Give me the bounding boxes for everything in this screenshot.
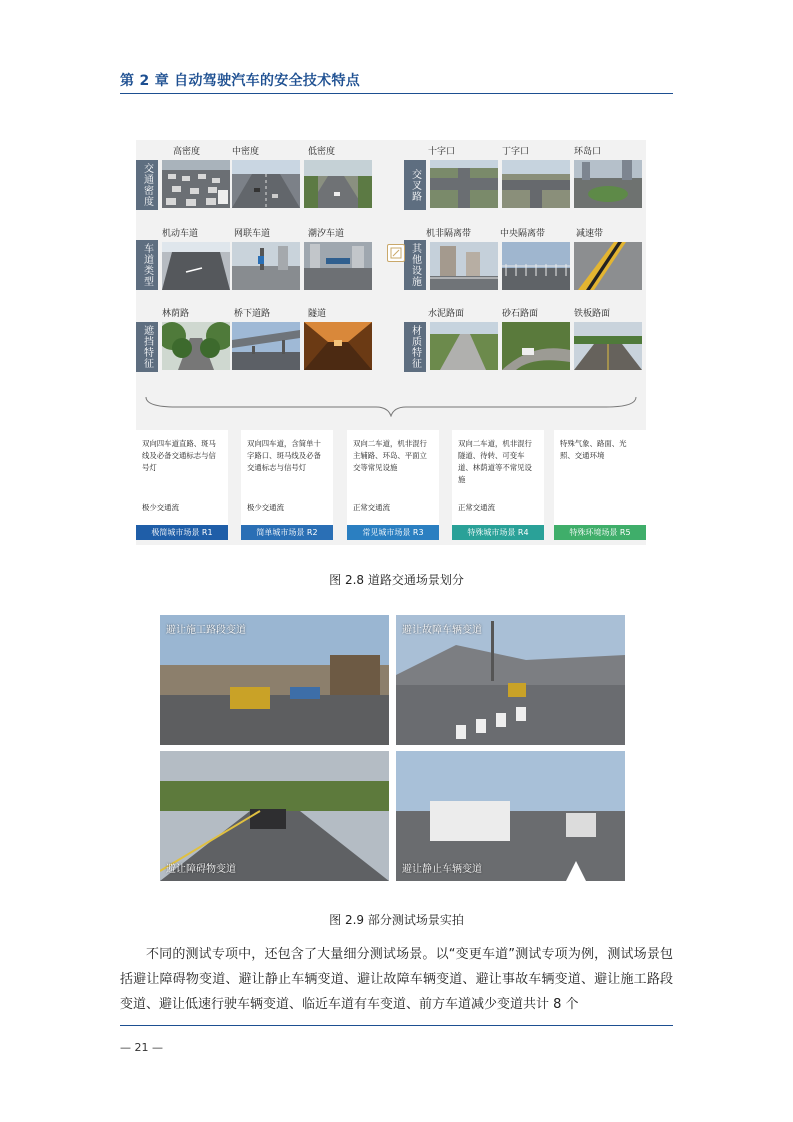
thumb-caption: 中密度 [232, 147, 260, 157]
photo-gravel-road [502, 322, 570, 370]
thumb-caption: 林荫路 [162, 309, 190, 319]
photo-label: 避让静止车辆变道 [402, 864, 482, 875]
scene-card-r3 [347, 430, 439, 540]
thumb-caption: 环岛口 [574, 147, 602, 157]
scene-traffic-flow: 正常交通流 [458, 503, 495, 512]
photo-tunnel [304, 322, 372, 370]
chapter-header: 第 2 章 自动驾驶汽车的安全技术特点 [120, 73, 361, 89]
group-label-occlusion: 遮挡特征 [136, 322, 158, 372]
footer-rule [120, 1025, 673, 1026]
paragraph-text: 不同的测试专项中，还包含了大量细分测试场景。以“变更车道”测试专项为例，测试场景包括避让障碍物变道、避让静止车辆变道、避让故障车辆变道、避让事故车辆变道、避让施工路段变道、避让低速行驶车辆变道、临近车道有车变道、前方车道减少变道共计 8 个 [120, 947, 673, 1012]
group-label-material: 材质特征 [404, 322, 426, 372]
group-label-intersection: 交叉路 [404, 160, 426, 210]
scene-name: 极简城市场景 R1 [136, 525, 228, 540]
photo-avoid-stationary-vehicle [396, 751, 625, 881]
scene-description: 双向四车道，含简单十字路口、斑马线及必备交通标志与信号灯 [247, 439, 321, 472]
photo-t-junction [502, 160, 570, 208]
thumb-caption: 机动车道 [162, 229, 199, 239]
photo-concrete-road [430, 322, 498, 370]
photo-speed-bump [574, 242, 642, 290]
scene-card-r2 [241, 430, 333, 540]
header-rule [120, 93, 673, 94]
photo-high-density [162, 160, 230, 208]
photo-crossroad [430, 160, 498, 208]
figure-caption-2-8: 图 2.8 道路交通场景划分 [329, 573, 464, 587]
photo-avoid-obstacle [160, 751, 389, 881]
body-paragraph [120, 942, 673, 1017]
photo-label: 避让障碍物变道 [166, 864, 236, 875]
photo-tree-road [162, 322, 230, 370]
thumb-caption: 水泥路面 [428, 309, 465, 319]
group-label-other-facilities: 其他设施 [404, 240, 426, 290]
thumb-caption: 机非隔离带 [426, 229, 472, 239]
page-number: — 21 — [120, 1041, 163, 1054]
scene-description: 双向二车道，机非混行隧道、待转、可变车道、林荫道等不常见设施 [458, 439, 532, 484]
thumb-caption: 隧道 [308, 309, 327, 319]
figure-caption-2-9: 图 2.9 部分测试场景实拍 [329, 913, 464, 927]
scene-description: 特殊气象、路面、光照、交通环境 [560, 439, 627, 460]
figure-test-scene-photos [160, 615, 626, 881]
photo-label: 避让故障车辆变道 [402, 625, 482, 636]
scene-description: 双向二车道，机非混行主辅路、环岛、平面立交等常见设施 [353, 439, 427, 472]
link-icon [387, 244, 405, 262]
grouping-brace [136, 395, 646, 417]
photo-tidal-lane [304, 242, 372, 290]
group-label-traffic-density: 交通密度 [136, 160, 158, 210]
photo-avoid-broken-vehicle [396, 615, 625, 745]
photo-avoid-construction [160, 615, 389, 745]
scene-traffic-flow: 极少交通流 [247, 503, 284, 512]
photo-steel-plate-road [574, 322, 642, 370]
thumb-caption: 丁字口 [502, 147, 530, 157]
scene-name: 特殊环境场景 R5 [554, 525, 646, 540]
scene-card-r4 [452, 430, 544, 540]
scene-description: 双向四车道直路、斑马线及必备交通标志与信号灯 [142, 439, 216, 472]
group-label-lane-type: 车道类型 [136, 240, 158, 290]
thumb-caption: 铁板路面 [574, 309, 611, 319]
thumb-caption: 网联车道 [234, 229, 271, 239]
figure-road-scene-classification [136, 140, 646, 545]
photo-label: 避让施工路段变道 [166, 625, 246, 636]
photo-central-barrier [502, 242, 570, 290]
thumb-caption: 中央隔离带 [500, 229, 546, 239]
scene-card-r1 [136, 430, 228, 540]
photo-low-density [304, 160, 372, 208]
photo-motor-lane [162, 242, 230, 290]
scene-name: 简单城市场景 R2 [241, 525, 333, 540]
scene-card-r5 [554, 430, 646, 540]
thumb-caption: 高密度 [173, 147, 201, 157]
thumb-caption: 低密度 [308, 147, 336, 157]
thumb-caption: 潮汐车道 [308, 229, 345, 239]
scene-traffic-flow: 正常交通流 [353, 503, 390, 512]
thumb-caption: 减速带 [576, 229, 604, 239]
photo-connected-lane [232, 242, 300, 290]
photo-medium-density [232, 160, 300, 208]
photo-under-bridge [232, 322, 300, 370]
photo-roundabout [574, 160, 642, 208]
photo-motor-nonmotor-barrier [430, 242, 498, 290]
scene-name: 常见城市场景 R3 [347, 525, 439, 540]
thumb-caption: 砂石路面 [502, 309, 539, 319]
thumb-caption: 桥下道路 [234, 309, 271, 319]
thumb-caption: 十字口 [428, 147, 456, 157]
scene-name: 特殊城市场景 R4 [452, 525, 544, 540]
scene-traffic-flow: 极少交通流 [142, 503, 179, 512]
